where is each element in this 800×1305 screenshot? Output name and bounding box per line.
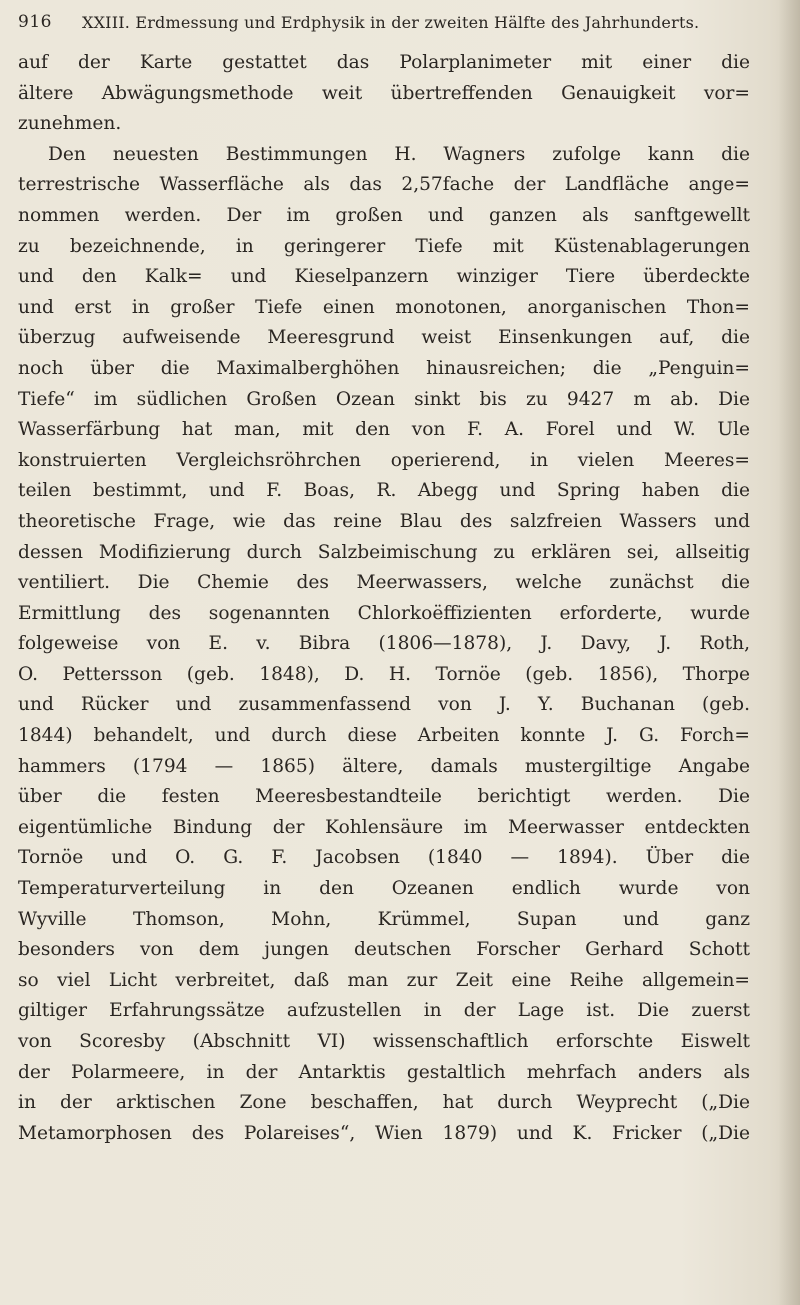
page-header: [18, 12, 748, 36]
text-line: 1844) behandelt, und durch diese Arbeiten konnte J. G. Forch=: [18, 725, 750, 747]
text-line: ältere Abwägungsmethode weit übertreffenden Genauigkeit vor=: [18, 82, 750, 104]
text-line: Ermittlung des sogenannten Chlorkoëffizienten erforderte, wurde: [18, 602, 750, 624]
text-line: überzug aufweisende Meeresgrund weist Einsenkungen auf, die: [18, 327, 750, 349]
body-text: [18, 48, 750, 1149]
text-line: Wyville Thomson, Mohn, Krümmel, Supan und ganz: [18, 908, 750, 930]
text-line: ventiliert. Die Chemie des Meerwassers, welche zunächst die: [18, 572, 750, 594]
text-line: hammers (1794 — 1865) ältere, damals mustergiltige Angabe: [18, 755, 750, 777]
text-line: so viel Licht verbreitet, daß man zur Zeit eine Reihe allgemein=: [18, 969, 750, 991]
text-line: nommen werden. Der im großen und ganzen als sanftgewellt: [18, 204, 750, 226]
text-line: auf der Karte gestattet das Polarplanimeter mit einer die: [18, 52, 750, 73]
text-line: theoretische Frage, wie das reine Blau des salzfreien Wassers und: [18, 510, 750, 532]
text-line: der Polarmeere, in der Antarktis gestaltlich mehrfach anders als: [18, 1061, 750, 1083]
text-line: noch über die Maximalberghöhen hinausreichen; die „Penguin=: [18, 357, 750, 379]
text-line: giltiger Erfahrungssätze aufzustellen in der Lage ist. Die zuerst: [18, 1000, 750, 1022]
text-line: Metamorphosen des Polareises“, Wien 1879) und K. Fricker („Die: [18, 1122, 750, 1144]
text-line: eigentümliche Bindung der Kohlensäure im Meerwasser entdeckten: [18, 816, 750, 838]
text-line: und den Kalk= und Kieselpanzern winziger Tiere überdeckte: [18, 266, 750, 288]
text-line: dessen Modifizierung durch Salzbeimischung zu erklären sei, allseitig: [18, 541, 750, 563]
text-line: zu bezeichnende, in geringerer Tiefe mit Küstenablagerungen: [18, 235, 750, 257]
text-line: Tiefe“ im südlichen Großen Ozean sinkt bis zu 9427 m ab. Die: [18, 388, 750, 410]
text-line: konstruierten Vergleichsröhrchen operierend, in vielen Meeres=: [18, 449, 750, 471]
text-line: Tornöe und O. G. F. Jacobsen (1840 — 1894). Über die: [18, 847, 750, 869]
page-edge-shadow: [778, 0, 800, 1305]
text-line: terrestrische Wasserfläche als das 2,57fache der Landfläche ange=: [18, 174, 750, 196]
text-line: folgeweise von E. v. Bibra (1806—1878), J. Davy, J. Roth,: [18, 633, 750, 655]
running-head: XXIII. Erdmessung und Erdphysik in der zweiten Hälfte des Jahrhunderts.: [82, 13, 700, 32]
text-line: von Scoresby (Abschnitt VI) wissenschaftlich erforschte Eiswelt: [18, 1031, 750, 1052]
page-number: 916: [18, 12, 52, 32]
text-line: zunehmen.: [18, 113, 122, 135]
text-line: Wasserfärbung hat man, mit den von F. A. Forel und W. Ule: [18, 419, 750, 441]
text-line: O. Pettersson (geb. 1848), D. H. Tornöe (geb. 1856), Thorpe: [18, 663, 750, 685]
text-line: Den neuesten Bestimmungen H. Wagners zufolge kann die: [48, 143, 750, 165]
text-line: besonders von dem jungen deutschen Forscher Gerhard Schott: [18, 939, 750, 961]
text-line: und Rücker und zusammenfassend von J. Y. Buchanan (geb.: [18, 694, 750, 716]
text-line: über die festen Meeresbestandteile berichtigt werden. Die: [18, 786, 750, 808]
text-line: in der arktischen Zone beschaffen, hat durch Weyprecht („Die: [18, 1092, 750, 1114]
text-line: und erst in großer Tiefe einen monotonen, anorganischen Thon=: [18, 296, 750, 318]
text-line: teilen bestimmt, und F. Boas, R. Abegg und Spring haben die: [18, 480, 750, 502]
text-line: Temperaturverteilung in den Ozeanen endlich wurde von: [18, 878, 750, 900]
